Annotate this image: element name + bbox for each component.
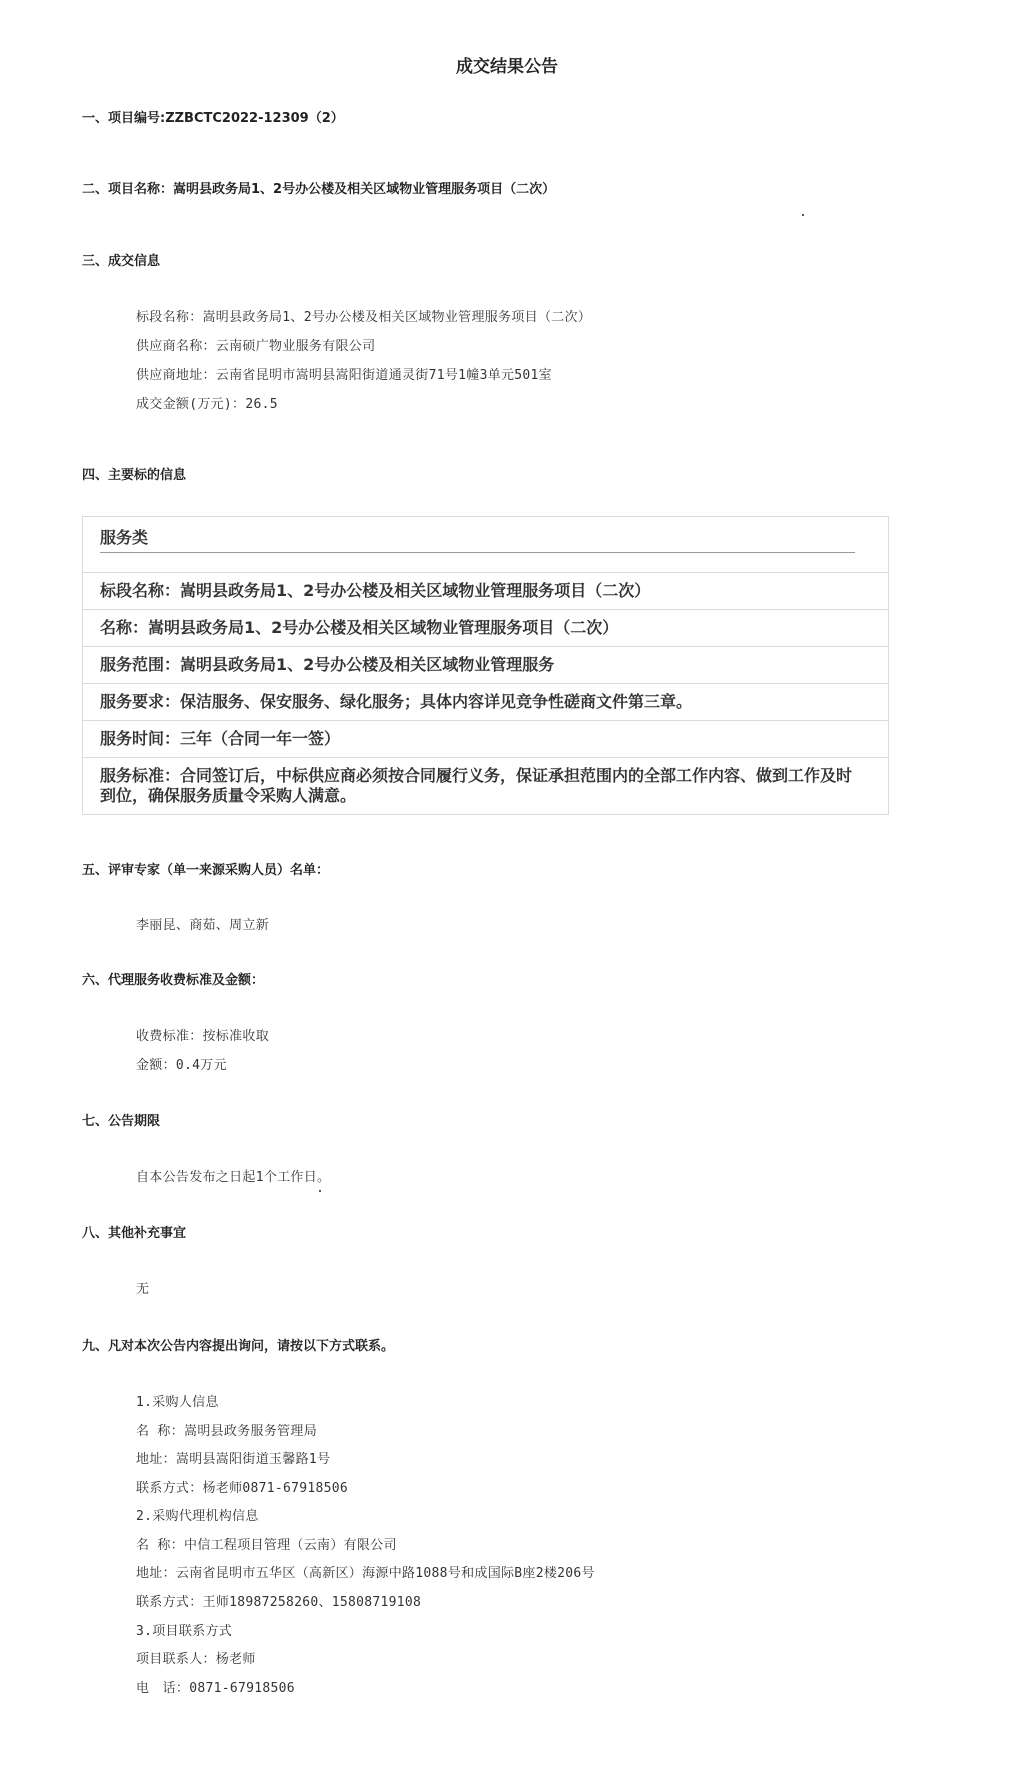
section-3-heading: 三、成交信息 bbox=[82, 254, 161, 269]
supplier-name-line: 供应商名称：云南硕广物业服务有限公司 bbox=[136, 339, 376, 354]
info-row-lot-name bbox=[83, 572, 888, 609]
contact-line: 名 称：嵩明县政务服务管理局 bbox=[136, 1424, 318, 1439]
section-8-heading: 八、其他补充事宜 bbox=[82, 1226, 187, 1241]
page-title: 成交结果公告 bbox=[456, 57, 558, 77]
category-label: 服务类 bbox=[100, 528, 149, 547]
info-row-scope bbox=[83, 646, 888, 683]
contact-line: 2.采购代理机构信息 bbox=[136, 1509, 259, 1524]
section-1-heading: 一、项目编号:ZZBCTC2022-12309（2） bbox=[82, 111, 344, 126]
contact-line: 名 称：中信工程项目管理（云南）有限公司 bbox=[136, 1538, 397, 1553]
info-row-text: 服务要求：保洁服务、保安服务、绿化服务；具体内容详见竞争性磋商文件第三章。 bbox=[100, 692, 693, 711]
deal-amount-line: 成交金额(万元)：26.5 bbox=[136, 397, 278, 412]
section-2-heading: 二、项目名称：嵩明县政务局1、2号办公楼及相关区域物业管理服务项目（二次） bbox=[82, 182, 556, 197]
info-row-requirements bbox=[83, 683, 888, 720]
info-row-standard bbox=[83, 757, 888, 814]
section-4-heading: 四、主要标的信息 bbox=[82, 468, 187, 483]
info-row-text: 标段名称：嵩明县政务局1、2号办公楼及相关区域物业管理服务项目（二次） bbox=[100, 581, 651, 600]
supplier-address-line: 供应商地址：云南省昆明市嵩明县嵩阳街道通灵街71号1幢3单元501室 bbox=[136, 368, 552, 383]
notice-period-line: 自本公告发布之日起1个工作日。 bbox=[136, 1170, 331, 1185]
contact-line: 项目联系人：杨老师 bbox=[136, 1652, 256, 1667]
info-row-text-cont: 到位，确保服务质量令采购人满意。 bbox=[100, 786, 357, 805]
subject-info-table bbox=[82, 516, 889, 815]
lot-name-line: 标段名称：嵩明县政务局1、2号办公楼及相关区域物业管理服务项目（二次） bbox=[136, 310, 592, 325]
contact-line: 联系方式：王师18987258260、15808719108 bbox=[136, 1595, 422, 1610]
fee-standard-line: 收费标准：按标准收取 bbox=[136, 1029, 270, 1044]
section-6-heading: 六、代理服务收费标准及金额： bbox=[82, 973, 265, 988]
info-row-text: 服务范围：嵩明县政务局1、2号办公楼及相关区域物业管理服务 bbox=[100, 655, 555, 674]
info-row-name bbox=[83, 609, 888, 646]
fee-amount-line: 金额：0.4万元 bbox=[136, 1058, 227, 1073]
stray-dot bbox=[319, 1190, 321, 1192]
info-row-duration bbox=[83, 720, 888, 757]
stray-dot bbox=[802, 214, 804, 216]
contact-line: 地址：云南省昆明市五华区（高新区）海源中路1088号和成国际B座2楼206号 bbox=[136, 1566, 595, 1581]
info-row-text: 服务标准：合同签订后，中标供应商必须按合同履行义务，保证承担范围内的全部工作内容、做到工作及时 bbox=[100, 766, 853, 785]
contact-line: 地址：嵩明县嵩阳街道玉馨路1号 bbox=[136, 1452, 331, 1467]
section-5-heading: 五、评审专家（单一来源采购人员）名单： bbox=[82, 863, 330, 878]
contact-line: 联系方式：杨老师0871-67918506 bbox=[136, 1481, 349, 1496]
contact-line: 1.采购人信息 bbox=[136, 1395, 219, 1410]
info-row-text: 名称：嵩明县政务局1、2号办公楼及相关区域物业管理服务项目（二次） bbox=[100, 618, 619, 637]
experts-line: 李丽昆、商茹、周立新 bbox=[136, 918, 270, 933]
category-divider bbox=[100, 552, 855, 553]
contact-line: 3.项目联系方式 bbox=[136, 1624, 233, 1639]
section-9-heading: 九、凡对本次公告内容提出询问，请按以下方式联系。 bbox=[82, 1339, 395, 1354]
contact-line: 电 话：0871-67918506 bbox=[136, 1681, 295, 1696]
info-row-text: 服务时间：三年（合同一年一签） bbox=[100, 729, 341, 748]
other-matters-line: 无 bbox=[136, 1282, 150, 1297]
section-7-heading: 七、公告期限 bbox=[82, 1114, 161, 1129]
